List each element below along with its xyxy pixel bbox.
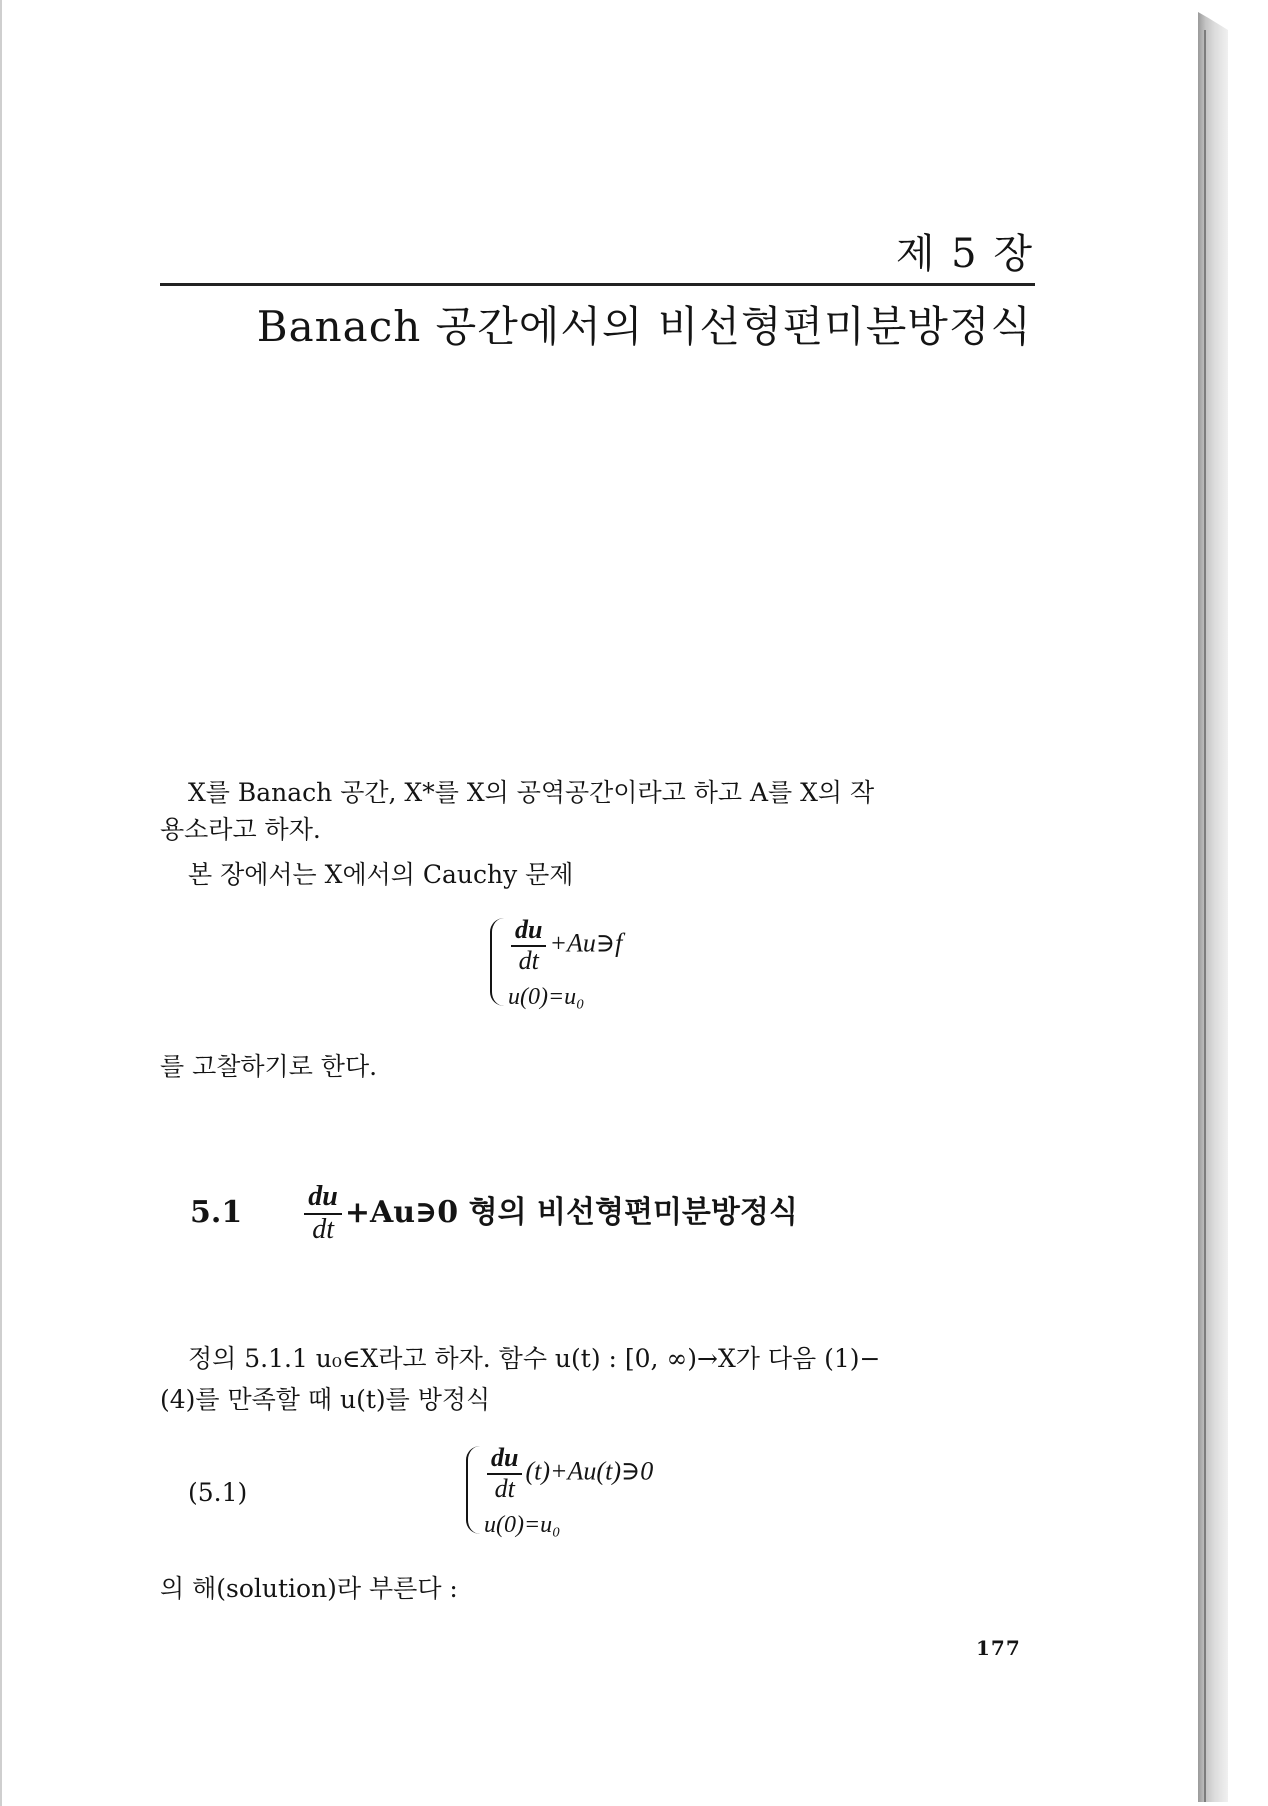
system-line-2: u(0)=u₀ — [508, 984, 585, 1010]
chapter-title: Banach 공간에서의 비선형편미분방정식 — [256, 302, 1032, 351]
system-line-1 — [484, 1444, 653, 1503]
intro-after: 를 고찰하기로 한다. — [160, 1052, 378, 1081]
section-fraction — [304, 1182, 342, 1246]
derivative-fraction — [511, 916, 546, 975]
equation-number: (5.1) — [188, 1478, 248, 1507]
fraction-numerator: du — [511, 916, 546, 947]
left-brace — [490, 918, 506, 1006]
system-line-1-rest: +Au∋f — [549, 928, 623, 958]
system-line-2: u(0)=u₀ — [484, 1512, 561, 1538]
fraction-numerator: du — [487, 1444, 522, 1475]
chapter-label: 제 5 장 — [895, 231, 1034, 277]
section-fraction-numerator: du — [304, 1182, 342, 1215]
section-number: 5.1 — [190, 1194, 243, 1230]
derivative-fraction — [487, 1444, 522, 1503]
section-fraction-denominator: dt — [312, 1213, 334, 1245]
system-line-1-rest: (t)+Au(t)∋0 — [525, 1456, 654, 1486]
definition-line-1: 정의 5.1.1 u₀∈X라고 하자. 함수 u(t) : [0, ∞)→X가 다음 (1)− — [188, 1344, 881, 1373]
definition-line-2: (4)를 만족할 때 u(t)를 방정식 — [160, 1385, 491, 1414]
left-brace — [466, 1446, 482, 1534]
page-edge-shadow — [1198, 12, 1228, 1802]
fraction-denominator: dt — [494, 1473, 515, 1503]
intro-line-2: 용소라고 하자. — [160, 815, 321, 844]
section-title-rest: +Au∋0 형의 비선형편미분방정식 — [344, 1194, 798, 1230]
page-number: 177 — [976, 1636, 1021, 1660]
intro-line-1: X를 Banach 공간, X*를 X의 공역공간이라고 하고 A를 X의 작 — [188, 778, 875, 807]
system-line-1 — [508, 916, 622, 975]
chapter-rule — [160, 283, 1035, 286]
definition-after: 의 해(solution)라 부른다 : — [160, 1574, 458, 1603]
solution-system — [466, 1440, 786, 1550]
section-heading — [190, 1182, 798, 1246]
cauchy-system — [490, 912, 750, 1022]
page-edge-line — [1204, 30, 1206, 1802]
fraction-denominator: dt — [518, 945, 539, 975]
intro-line-3: 본 장에서는 X에서의 Cauchy 문제 — [188, 860, 574, 889]
